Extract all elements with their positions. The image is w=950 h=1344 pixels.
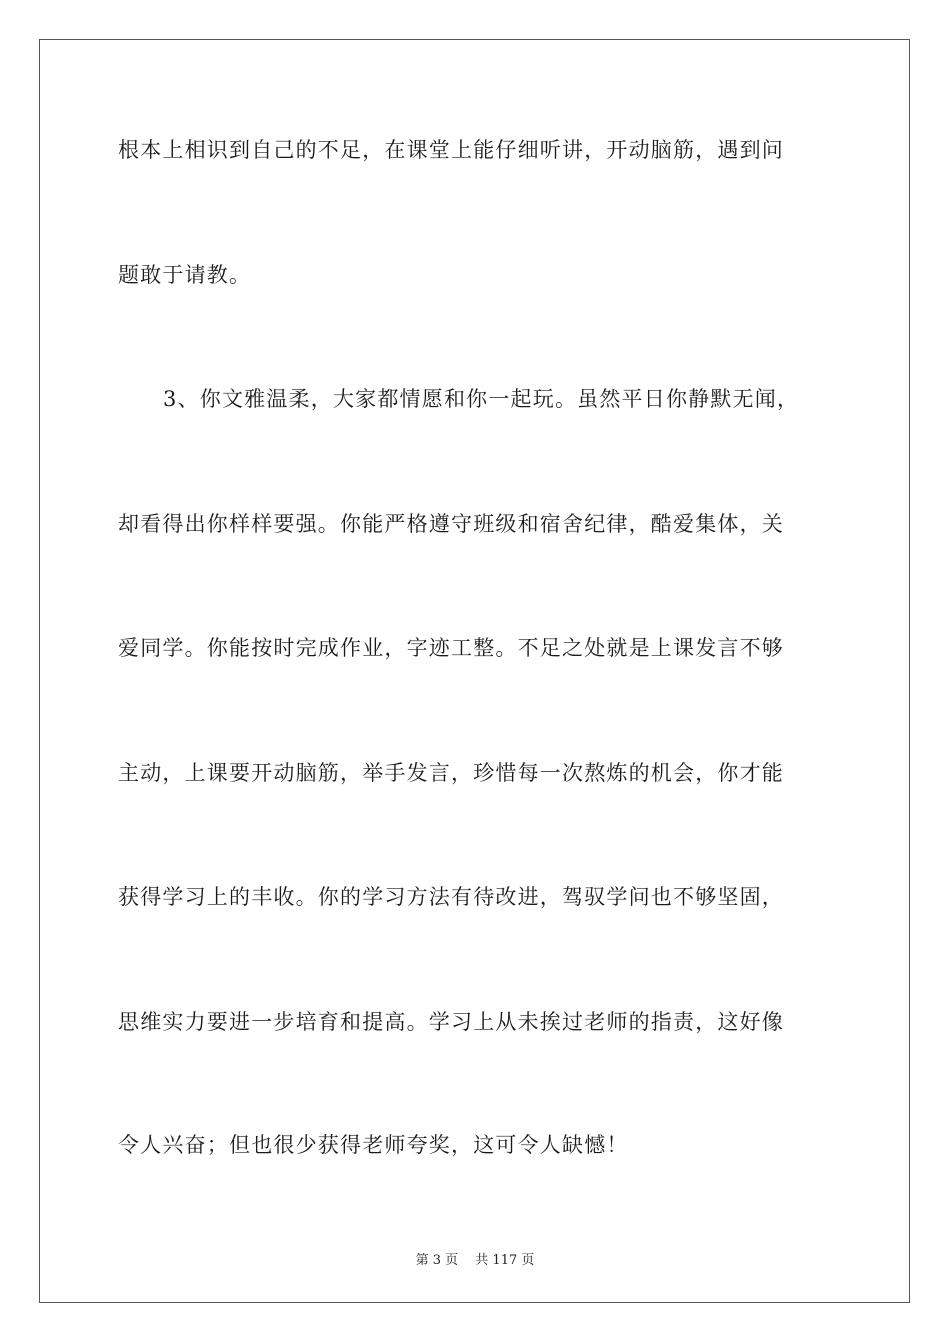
paragraph-line: 主动，上课要开动脑筋，举手发言，珍惜每一次熬炼的机会，你才能 (118, 761, 784, 785)
paragraph-line: 题敢于请教。 (118, 263, 252, 287)
paragraph-line: 获得学习上的丰收。你的学习方法有待改进，驾驭学问也不够坚固， (118, 885, 784, 909)
page-number-footer: 第 3 页 共 117 页 (415, 1253, 535, 1268)
page-border (39, 39, 910, 1303)
paragraph-line: 3、你文雅温柔，大家都情愿和你一起玩。虽然平日你静默无闻， (163, 387, 800, 411)
paragraph-line: 爱同学。你能按时完成作业，字迹工整。不足之处就是上课发言不够 (118, 636, 784, 660)
paragraph-line: 却看得出你样样要强。你能严格遵守班级和宿舍纪律，酷爱集体，关 (118, 512, 784, 536)
paragraph-line: 思维实力要进一步培育和提高。学习上从未挨过老师的指责，这好像 (118, 1010, 784, 1034)
paragraph-line: 根本上相识到自己的不足，在课堂上能仔细听讲，开动脑筋，遇到问 (118, 138, 784, 162)
paragraph-line: 令人兴奋；但也很少获得老师夸奖，这可令人缺憾！ (118, 1133, 629, 1157)
